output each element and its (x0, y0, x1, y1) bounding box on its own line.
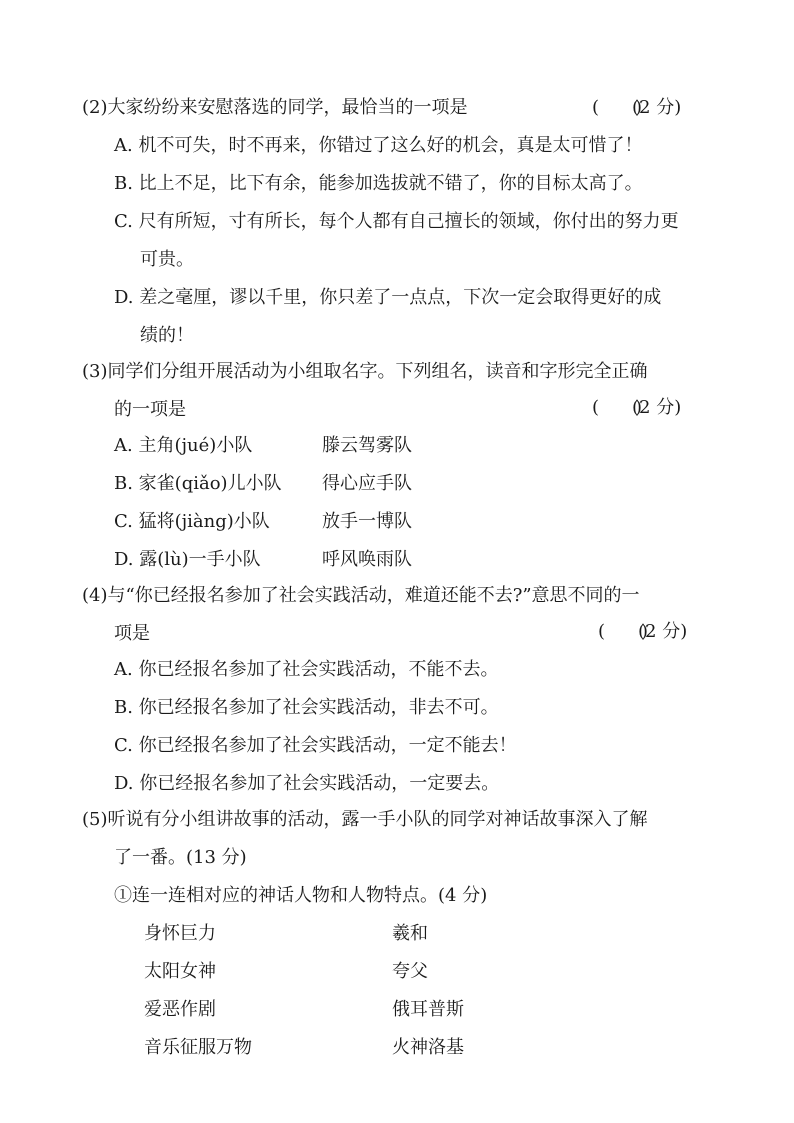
q4-stem-line1: (4)与“你已经报名参加了社会实践活动，难道还能不去?”意思不同的一 (82, 585, 640, 606)
q2-answer-blank[interactable]: ( ) (592, 97, 643, 118)
q5-stem-line1: (5)听说有分小组讲故事的活动，露一手小队的同学对神话故事深入了解 (82, 809, 648, 830)
q3-option-c-reading: C. 猛将(jiàng)小队 (114, 511, 270, 532)
q3-option-c-name: 放手一博队 (322, 511, 412, 532)
q3-stem-line1: (3)同学们分组开展活动为小组取名字。下列组名，读音和字形完全正确 (82, 361, 648, 382)
q4-answer-blank[interactable]: ( ) (598, 621, 649, 642)
q3-answer-blank[interactable]: ( ) (592, 397, 643, 418)
q4-option-d: D. 你已经报名参加了社会实践活动，一定要去。 (114, 773, 500, 794)
q4-option-a: A. 你已经报名参加了社会实践活动，不能不去。 (114, 659, 499, 680)
q5-left-item[interactable]: 音乐征服万物 (144, 1037, 252, 1058)
q3-option-b-reading: B. 家雀(qiǎo)儿小队 (114, 473, 282, 494)
q2-points: (2 分) (632, 97, 682, 118)
q3-option-d-name: 呼风唤雨队 (322, 549, 412, 570)
q3-points: (2 分) (632, 397, 682, 418)
q4-option-b: B. 你已经报名参加了社会实践活动，非去不可。 (114, 697, 499, 718)
q3-score (592, 396, 681, 420)
q5-left-item[interactable]: 身怀巨力 (144, 923, 216, 944)
q2-option-c: C. 尺有所短，寸有所长，每个人都有自己擅长的领域，你付出的努力更 (114, 211, 679, 232)
q5-sub1-instruction: ①连一连相对应的神话人物和人物特点。(4 分) (114, 885, 488, 906)
q5-right-item[interactable]: 火神洛基 (392, 1037, 464, 1058)
q3-option-d-reading: D. 露(lù)一手小队 (114, 549, 261, 570)
q4-score (598, 620, 687, 644)
q3-stem-line2: 的一项是 (114, 399, 186, 420)
q2-option-d: D. 差之毫厘，谬以千里，你只差了一点点，下次一定会取得更好的成 (114, 287, 662, 308)
q4-points: (2 分) (638, 621, 688, 642)
q2-option-d-cont: 绩的！ (140, 325, 194, 346)
q3-option-a-reading: A. 主角(jué)小队 (114, 435, 253, 456)
q2-option-b: B. 比上不足，比下有余，能参加选拔就不错了，你的目标太高了。 (114, 173, 643, 194)
q5-right-item[interactable]: 俄耳普斯 (392, 999, 464, 1020)
q5-left-item[interactable]: 太阳女神 (144, 961, 216, 982)
q5-right-item[interactable]: 羲和 (392, 923, 428, 944)
q5-left-item[interactable]: 爱恶作剧 (144, 999, 216, 1020)
q2-score (592, 96, 681, 120)
q3-option-b-name: 得心应手队 (322, 473, 412, 494)
q4-option-c: C. 你已经报名参加了社会实践活动，一定不能去！ (114, 735, 517, 756)
q2-option-c-cont: 可贵。 (140, 249, 194, 270)
q5-right-item[interactable]: 夸父 (392, 961, 428, 982)
q2-option-a: A. 机不可失，时不再来，你错过了这么好的机会，真是太可惜了！ (114, 135, 643, 156)
q2-stem: (2)大家纷纷来安慰落选的同学，最恰当的一项是 (82, 97, 468, 118)
q4-stem-line2: 项是 (114, 623, 150, 644)
q5-stem-line2: 了一番。(13 分) (114, 847, 247, 868)
q3-option-a-name: 滕云驾雾队 (322, 435, 412, 456)
